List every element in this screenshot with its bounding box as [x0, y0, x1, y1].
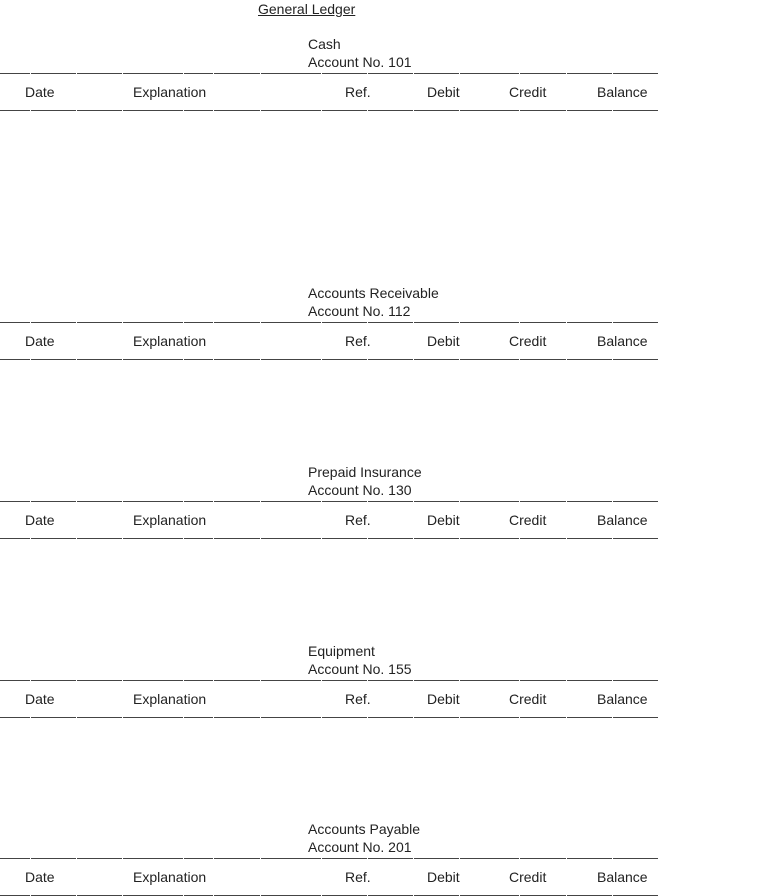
rule-gap	[213, 858, 214, 862]
rule-gap	[321, 322, 322, 326]
rule-gap	[213, 714, 214, 718]
rule-gap	[367, 501, 368, 505]
column-debit: Debit	[427, 333, 460, 349]
rule-gap	[183, 356, 184, 360]
column-credit: Credit	[509, 512, 547, 528]
rule-gap	[183, 501, 184, 505]
rule-gap	[30, 73, 31, 77]
rule-gap	[612, 322, 613, 326]
rule-gap	[321, 535, 322, 539]
rule-gap	[260, 714, 261, 718]
column-debit: Debit	[427, 691, 460, 707]
rule-gap	[76, 107, 77, 111]
rule-gap	[122, 356, 123, 360]
account-name: Accounts Receivable	[308, 285, 439, 301]
rule-gap	[213, 356, 214, 360]
rule-gap	[30, 858, 31, 862]
column-header-row	[0, 680, 658, 718]
column-balance: Balance	[597, 869, 648, 885]
column-balance: Balance	[597, 691, 648, 707]
column-credit: Credit	[509, 869, 547, 885]
rule-gap	[122, 858, 123, 862]
rule-gap	[519, 73, 520, 77]
column-debit: Debit	[427, 869, 460, 885]
rule-gap	[30, 501, 31, 505]
rule-gap	[122, 501, 123, 505]
account-name: Cash	[308, 36, 341, 52]
column-header-row	[0, 858, 658, 896]
column-ref: Ref.	[345, 691, 371, 707]
rule-gap	[30, 892, 31, 896]
rule-gap	[122, 73, 123, 77]
account-number: Account No. 112	[308, 303, 411, 319]
rule-gap	[260, 501, 261, 505]
rule-gap	[183, 680, 184, 684]
column-explanation: Explanation	[133, 512, 207, 528]
rule-gap	[413, 356, 414, 360]
rule-gap	[519, 714, 520, 718]
rule-gap	[213, 680, 214, 684]
rule-gap	[519, 680, 520, 684]
column-explanation: Explanation	[133, 333, 207, 349]
rule-gap	[30, 356, 31, 360]
column-explanation: Explanation	[133, 691, 207, 707]
rule-gap	[459, 535, 460, 539]
rule-gap	[519, 892, 520, 896]
rule-gap	[183, 714, 184, 718]
rule-gap	[76, 501, 77, 505]
rule-gap	[413, 858, 414, 862]
rule-gap	[367, 680, 368, 684]
rule-gap	[321, 858, 322, 862]
rule-gap	[566, 107, 567, 111]
rule-gap	[260, 535, 261, 539]
rule-gap	[459, 858, 460, 862]
rule-gap	[612, 73, 613, 77]
rule-gap	[413, 107, 414, 111]
rule-gap	[566, 322, 567, 326]
rule-gap	[321, 107, 322, 111]
rule-gap	[566, 858, 567, 862]
rule-gap	[612, 356, 613, 360]
column-ref: Ref.	[345, 869, 371, 885]
account-number: Account No. 201	[308, 839, 412, 855]
rule-gap	[566, 535, 567, 539]
rule-gap	[459, 322, 460, 326]
rule-gap	[367, 714, 368, 718]
column-credit: Credit	[509, 84, 547, 100]
rule-gap	[612, 107, 613, 111]
rule-gap	[566, 714, 567, 718]
rule-gap	[566, 73, 567, 77]
rule-gap	[183, 892, 184, 896]
rule-gap	[260, 73, 261, 77]
rule-gap	[122, 680, 123, 684]
rule-gap	[321, 892, 322, 896]
rule-gap	[76, 535, 77, 539]
rule-gap	[76, 680, 77, 684]
ledger-title: General Ledger	[258, 1, 356, 17]
rule-gap	[122, 892, 123, 896]
rule-gap	[566, 892, 567, 896]
account-name: Accounts Payable	[308, 821, 421, 837]
rule-gap	[612, 680, 613, 684]
column-debit: Debit	[427, 84, 460, 100]
rule-gap	[260, 322, 261, 326]
rule-gap	[76, 73, 77, 77]
column-ref: Ref.	[345, 512, 371, 528]
rule-gap	[183, 858, 184, 862]
rule-gap	[519, 535, 520, 539]
rule-gap	[213, 892, 214, 896]
rule-gap	[213, 535, 214, 539]
rule-gap	[213, 107, 214, 111]
rule-gap	[260, 356, 261, 360]
column-date: Date	[25, 691, 55, 707]
rule-gap	[321, 501, 322, 505]
rule-gap	[519, 322, 520, 326]
rule-gap	[76, 892, 77, 896]
column-balance: Balance	[597, 84, 648, 100]
rule-gap	[566, 501, 567, 505]
rule-gap	[30, 535, 31, 539]
column-explanation: Explanation	[133, 869, 207, 885]
rule-gap	[519, 858, 520, 862]
rule-gap	[413, 892, 414, 896]
rule-gap	[30, 107, 31, 111]
rule-gap	[519, 107, 520, 111]
rule-gap	[30, 322, 31, 326]
rule-gap	[459, 892, 460, 896]
rule-gap	[321, 714, 322, 718]
column-debit: Debit	[427, 512, 460, 528]
account-name: Equipment	[308, 643, 375, 659]
account-number: Account No. 130	[308, 482, 412, 498]
rule-gap	[367, 356, 368, 360]
column-credit: Credit	[509, 691, 547, 707]
rule-gap	[260, 892, 261, 896]
rule-gap	[519, 356, 520, 360]
rule-gap	[30, 680, 31, 684]
rule-gap	[367, 322, 368, 326]
rule-gap	[413, 680, 414, 684]
rule-gap	[260, 680, 261, 684]
rule-gap	[413, 73, 414, 77]
rule-gap	[459, 714, 460, 718]
rule-gap	[30, 714, 31, 718]
rule-gap	[76, 356, 77, 360]
rule-gap	[566, 680, 567, 684]
rule-gap	[367, 73, 368, 77]
column-header-row	[0, 322, 658, 360]
rule-gap	[367, 107, 368, 111]
rule-gap	[612, 714, 613, 718]
rule-gap	[459, 501, 460, 505]
column-balance: Balance	[597, 512, 648, 528]
rule-gap	[76, 714, 77, 718]
rule-gap	[459, 107, 460, 111]
column-ref: Ref.	[345, 333, 371, 349]
rule-gap	[76, 858, 77, 862]
rule-gap	[122, 714, 123, 718]
column-header-row	[0, 73, 658, 111]
rule-gap	[321, 356, 322, 360]
rule-gap	[260, 107, 261, 111]
rule-gap	[122, 535, 123, 539]
rule-gap	[260, 858, 261, 862]
rule-gap	[413, 714, 414, 718]
column-date: Date	[25, 84, 55, 100]
rule-gap	[76, 322, 77, 326]
rule-gap	[122, 322, 123, 326]
rule-gap	[612, 535, 613, 539]
column-credit: Credit	[509, 333, 547, 349]
column-date: Date	[25, 869, 55, 885]
rule-gap	[413, 501, 414, 505]
rule-gap	[459, 73, 460, 77]
rule-gap	[519, 501, 520, 505]
rule-gap	[413, 322, 414, 326]
rule-gap	[183, 73, 184, 77]
column-date: Date	[25, 512, 55, 528]
rule-gap	[213, 322, 214, 326]
rule-gap	[213, 501, 214, 505]
account-number: Account No. 155	[308, 661, 412, 677]
column-ref: Ref.	[345, 84, 371, 100]
rule-gap	[183, 107, 184, 111]
rule-gap	[183, 535, 184, 539]
rule-gap	[213, 73, 214, 77]
column-explanation: Explanation	[133, 84, 207, 100]
column-date: Date	[25, 333, 55, 349]
rule-gap	[183, 322, 184, 326]
rule-gap	[367, 535, 368, 539]
rule-gap	[612, 501, 613, 505]
account-name: Prepaid Insurance	[308, 464, 422, 480]
rule-gap	[122, 107, 123, 111]
rule-gap	[413, 535, 414, 539]
rule-gap	[321, 680, 322, 684]
rule-gap	[612, 858, 613, 862]
rule-gap	[367, 858, 368, 862]
column-header-row	[0, 501, 658, 539]
rule-gap	[612, 892, 613, 896]
column-balance: Balance	[597, 333, 648, 349]
rule-gap	[459, 680, 460, 684]
rule-gap	[321, 73, 322, 77]
rule-gap	[459, 356, 460, 360]
rule-gap	[367, 892, 368, 896]
rule-gap	[566, 356, 567, 360]
account-number: Account No. 101	[308, 54, 412, 70]
